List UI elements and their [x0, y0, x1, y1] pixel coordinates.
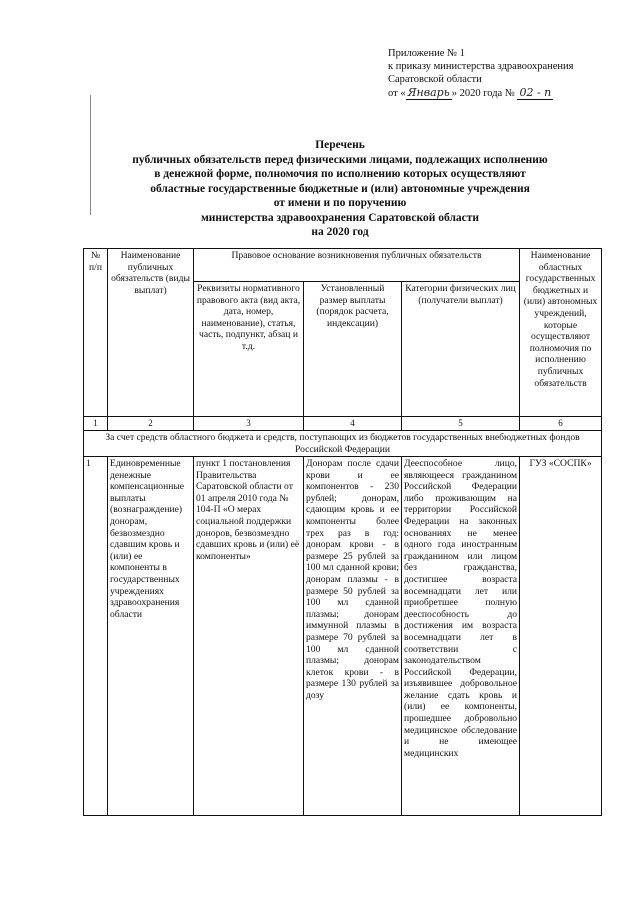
- title-line-5: от имени и по поручению: [273, 197, 407, 209]
- column-number-row: [84, 417, 602, 431]
- header-categories: Категории физических лиц (получатели выплат): [402, 282, 520, 417]
- obligations-table: [83, 248, 602, 816]
- header-num: № п/п: [84, 249, 108, 417]
- row-amount: Донорам после сдачи крови и ее компонентов - 230 рублей; донорам, сдающим кровь и ее компоненты более трех раз в год: донорам крови - в размере 25 рублей за 100 мл сданной крови; донорам плазмы - в размере 50 рублей за 100 мл сданной плазмы; донорам иммунной плазмы в размере 70 рублей за 100 мл сданной плазмы; донорам клеток крови - в размере 130 рублей за дозу: [304, 457, 402, 816]
- date-prefix: от «: [388, 88, 406, 99]
- column-number: 2: [108, 417, 194, 431]
- title-line-2: публичных обязательств перед физическими лицами, подлежащих исполнению: [132, 153, 548, 166]
- header-requisites: Реквизиты нормативного правового акта (вид акта, дата, номер, наименование), статья, часть, подпункт, абзац и т.д.: [194, 282, 304, 417]
- title-line-7: на 2020 год: [311, 226, 369, 238]
- header-amount: Установленный размер выплаты (порядок расчета, индексации): [304, 282, 402, 417]
- row-name: Единовременные денежные компенсационные выплаты (вознаграждение) донорам, безвозмездно сдавшим кровь и (или) ее компоненты в государственных учреждениях здравоохранения области: [108, 457, 194, 816]
- column-number: 5: [402, 417, 520, 431]
- annex-line-2: к приказу министерства здравоохранения: [388, 61, 574, 72]
- document-title: [80, 138, 600, 240]
- row-categories: Дееспособное лицо, являющееся гражданином Российской Федерации либо проживающим на территории Российской Федерации на законных основаниях не менее одного года иностранным гражданином или лицом без гражданства, достигшее возраста восемнадцати лет или приобретшее полную дееспособность до достижения им возраста восемнадцати лет в соответствии с законодательством Российской Федерации, изъявившее добровольное желание сдать кровь и (или) ее компоненты, прошедшее добровольно медицинское обследование и не имеющее медицинских: [402, 457, 520, 816]
- handwritten-date: Январь: [407, 86, 450, 99]
- section-row: [84, 431, 602, 457]
- table-header-row-1: [84, 249, 602, 282]
- title-line-4: областные государственные бюджетные и (или) автономные учреждения: [150, 182, 530, 195]
- section-title: За счет средств областного бюджета и средств, поступающих из бюджетов государственных внебюджетных фондов Российской Федерации: [84, 431, 602, 457]
- annex-block: [388, 47, 573, 100]
- date-year: » 2020 года №: [451, 88, 515, 99]
- title-line-3: в денежной форме, полномочия по исполнению которых осуществляют: [154, 168, 526, 180]
- header-legal-basis: Правовое основание возникновения публичных обязательств: [194, 249, 520, 282]
- annex-line-3: Саратовской области: [388, 74, 482, 85]
- handwritten-number: 02 - п: [519, 86, 552, 99]
- annex-line-1: Приложение № 1: [388, 48, 465, 59]
- column-number: 1: [84, 417, 108, 431]
- header-name: Наименование публичных обязательств (виды выплат): [108, 249, 194, 417]
- row-institution: ГУЗ «СОСПК»: [520, 457, 602, 816]
- row-requisites: пункт 1 постановления Правительства Саратовской области от 01 апреля 2010 года № 104-П «О мерах социальной поддержки доноров, безвозмездно сдавших кровь и (или) её компоненты»: [194, 457, 304, 816]
- annex-date-line: [388, 86, 573, 100]
- column-number: 4: [304, 417, 402, 431]
- header-institutions: Наименование областных государственных бюджетных и (или) автономных учреждений, которые осуществляют полномочия по исполнению публичных обязательств: [520, 249, 602, 417]
- table-row: [84, 457, 602, 816]
- title-line-6: министерства здравоохранения Саратовской области: [200, 211, 480, 224]
- column-number: 3: [194, 417, 304, 431]
- row-num: 1: [84, 457, 108, 816]
- column-number: 6: [520, 417, 602, 431]
- title-line-1: Перечень: [315, 139, 365, 151]
